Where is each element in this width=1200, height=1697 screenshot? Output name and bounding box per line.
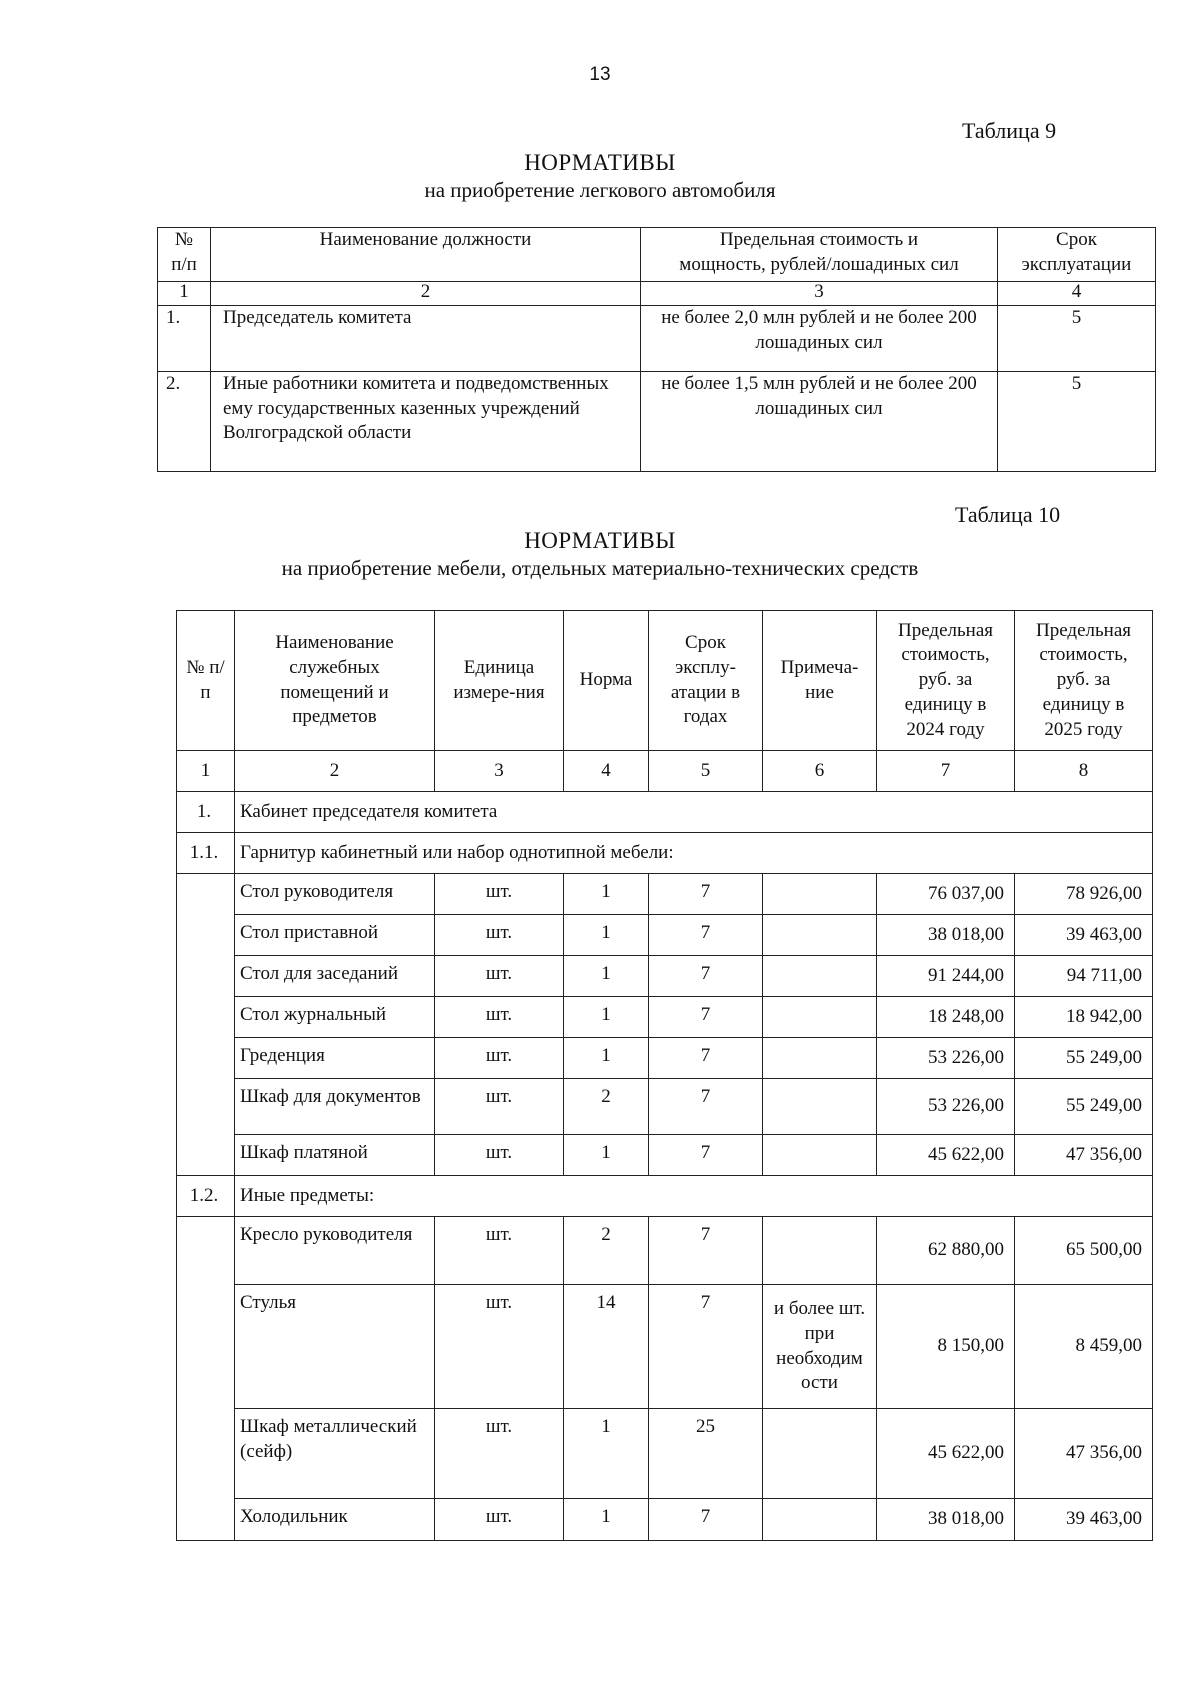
table10-cell-price2024: 53 226,00 bbox=[877, 1038, 1015, 1079]
table10-cell-unit: шт. bbox=[435, 1409, 564, 1499]
table9-cell-name: Иные работники комитета и подведомственных ему государственных казенных учреждений Волгоградской области bbox=[211, 372, 641, 472]
table10-cell-num bbox=[177, 874, 235, 1176]
table10-cell-note bbox=[763, 915, 877, 956]
table10-cell-term: 7 bbox=[649, 874, 763, 915]
table10-cell-norm: 1 bbox=[564, 1499, 649, 1541]
table10-cell-price2025: 55 249,00 bbox=[1015, 1079, 1153, 1135]
table10-cell-norm: 1 bbox=[564, 874, 649, 915]
table10-cell-name: Стол приставной bbox=[235, 915, 435, 956]
table10-cell-norm: 2 bbox=[564, 1079, 649, 1135]
table10-cell-note bbox=[763, 1217, 877, 1285]
table10-cell-term: 7 bbox=[649, 956, 763, 997]
table9 bbox=[157, 227, 1156, 472]
table10-heading bbox=[0, 528, 1200, 581]
table10-cell-name: Греденция bbox=[235, 1038, 435, 1079]
table10-cell-name: Холодильник bbox=[235, 1499, 435, 1541]
table10-colnum-row bbox=[177, 751, 1153, 792]
table10-colnum: 8 bbox=[1015, 751, 1153, 792]
table10-cell-note bbox=[763, 1135, 877, 1176]
table-row bbox=[177, 1409, 1153, 1499]
table-row bbox=[177, 1079, 1153, 1135]
table10-cell-term: 7 bbox=[649, 1285, 763, 1409]
table10-header-name: Наименование служебных помещений и предметов bbox=[235, 611, 435, 751]
table10-header-unit: Единица измере-ния bbox=[435, 611, 564, 751]
table10-cell-price2024: 45 622,00 bbox=[877, 1135, 1015, 1176]
table10-cell-name: Кресло руководителя bbox=[235, 1217, 435, 1285]
table10-cell-price2025: 39 463,00 bbox=[1015, 1499, 1153, 1541]
table-row bbox=[158, 306, 1156, 372]
table10-cell-name: Стулья bbox=[235, 1285, 435, 1409]
table10-cell-unit: шт. bbox=[435, 956, 564, 997]
table10-colnum: 4 bbox=[564, 751, 649, 792]
table10-cell-term: 7 bbox=[649, 1499, 763, 1541]
table10-cell-unit: шт. bbox=[435, 1499, 564, 1541]
table10-cell-unit: шт. bbox=[435, 874, 564, 915]
table10-cell-price2025: 65 500,00 bbox=[1015, 1217, 1153, 1285]
table10-cell-norm: 1 bbox=[564, 1135, 649, 1176]
table9-label: Таблица 9 bbox=[962, 118, 1057, 143]
table10-header-price2024: Предельная стоимость, руб. за единицу в 2024 году bbox=[877, 611, 1015, 751]
table-row bbox=[177, 915, 1153, 956]
table10-subsection-title: Гарнитур кабинетный или набор однотипной мебели: bbox=[235, 833, 1153, 874]
table9-header-term: Срок эксплуатации bbox=[998, 228, 1156, 282]
table10-cell-price2025: 47 356,00 bbox=[1015, 1135, 1153, 1176]
table10-cell-num bbox=[177, 1217, 235, 1541]
table10-cell-norm: 14 bbox=[564, 1285, 649, 1409]
table9-cell-term: 5 bbox=[998, 372, 1156, 472]
table9-colnum: 3 bbox=[641, 282, 998, 306]
table10-cell-price2025: 47 356,00 bbox=[1015, 1409, 1153, 1499]
table10-title: НОРМАТИВЫ bbox=[524, 528, 676, 553]
table10-cell-price2025: 55 249,00 bbox=[1015, 1038, 1153, 1079]
table10-cell-price2024: 76 037,00 bbox=[877, 874, 1015, 915]
table10-section-title: Кабинет председателя комитета bbox=[235, 792, 1153, 833]
table9-colnum-row bbox=[158, 282, 1156, 306]
table-row bbox=[158, 372, 1156, 472]
table10-cell-price2025: 18 942,00 bbox=[1015, 997, 1153, 1038]
table10-section-num: 1. bbox=[177, 792, 235, 833]
table10-label: Таблица 10 bbox=[955, 502, 1061, 527]
table10-cell-term: 7 bbox=[649, 1038, 763, 1079]
table-row bbox=[177, 874, 1153, 915]
table10-cell-name: Шкаф для документов bbox=[235, 1079, 435, 1135]
table10-subsection-row bbox=[177, 833, 1153, 874]
table10-cell-norm: 1 bbox=[564, 1038, 649, 1079]
table10-cell-name: Шкаф металлический (сейф) bbox=[235, 1409, 435, 1499]
table10-subsection-num: 1.1. bbox=[177, 833, 235, 874]
table10-colnum: 2 bbox=[235, 751, 435, 792]
table10-cell-price2024: 53 226,00 bbox=[877, 1079, 1015, 1135]
table-row bbox=[177, 997, 1153, 1038]
table10-cell-norm: 2 bbox=[564, 1217, 649, 1285]
table10-cell-note bbox=[763, 1079, 877, 1135]
table10-colnum: 5 bbox=[649, 751, 763, 792]
table10-cell-note bbox=[763, 997, 877, 1038]
table10-header-norm: Норма bbox=[564, 611, 649, 751]
table10-header-num: № п/п bbox=[177, 611, 235, 751]
table9-cell-cost: не более 1,5 млн рублей и не более 200 лошадиных сил bbox=[641, 372, 998, 472]
table10-cell-norm: 1 bbox=[564, 1409, 649, 1499]
table10-cell-unit: шт. bbox=[435, 1217, 564, 1285]
table-row bbox=[177, 1135, 1153, 1176]
table10-subtitle: на приобретение мебели, отдельных материально-технических средств bbox=[281, 556, 919, 580]
table10-section-row bbox=[177, 792, 1153, 833]
table10-cell-term: 7 bbox=[649, 997, 763, 1038]
table10 bbox=[176, 610, 1153, 1541]
table9-cell-num: 1. bbox=[158, 306, 211, 372]
table10-cell-price2025: 78 926,00 bbox=[1015, 874, 1153, 915]
table10-cell-price2024: 38 018,00 bbox=[877, 915, 1015, 956]
table10-items-group2 bbox=[177, 1217, 1153, 1541]
table10-header-term: Срок эксплу-атации в годах bbox=[649, 611, 763, 751]
table10-cell-name: Шкаф платяной bbox=[235, 1135, 435, 1176]
table10-cell-price2024: 18 248,00 bbox=[877, 997, 1015, 1038]
table10-cell-unit: шт. bbox=[435, 1038, 564, 1079]
table9-subtitle: на приобретение легкового автомобиля bbox=[424, 178, 776, 202]
table10-cell-term: 25 bbox=[649, 1409, 763, 1499]
table10-cell-term: 7 bbox=[649, 915, 763, 956]
table10-cell-note bbox=[763, 1038, 877, 1079]
table10-cell-price2025: 8 459,00 bbox=[1015, 1285, 1153, 1409]
table10-subsection-title: Иные предметы: bbox=[235, 1176, 1153, 1217]
table10-subsection-row bbox=[177, 1176, 1153, 1217]
table9-heading bbox=[0, 150, 1200, 203]
table10-cell-name: Стол руководителя bbox=[235, 874, 435, 915]
table-row bbox=[177, 956, 1153, 997]
table10-items-group1 bbox=[177, 874, 1153, 1176]
table10-colnum: 6 bbox=[763, 751, 877, 792]
table10-header-row bbox=[177, 611, 1153, 751]
table9-title: НОРМАТИВЫ bbox=[524, 150, 676, 175]
table10-cell-norm: 1 bbox=[564, 915, 649, 956]
table10-colnum: 7 bbox=[877, 751, 1015, 792]
table-row bbox=[177, 1285, 1153, 1409]
table9-header-row bbox=[158, 228, 1156, 282]
table10-cell-unit: шт. bbox=[435, 997, 564, 1038]
table10-cell-price2025: 39 463,00 bbox=[1015, 915, 1153, 956]
table10-cell-price2025: 94 711,00 bbox=[1015, 956, 1153, 997]
table9-colnum: 2 bbox=[211, 282, 641, 306]
table10-cell-note bbox=[763, 1409, 877, 1499]
table10-cell-note: и более шт. при необходим ости bbox=[763, 1285, 877, 1409]
table10-cell-note bbox=[763, 874, 877, 915]
table10-cell-unit: шт. bbox=[435, 915, 564, 956]
table9-cell-term: 5 bbox=[998, 306, 1156, 372]
table9-colnum: 1 bbox=[158, 282, 211, 306]
table10-subsection-num: 1.2. bbox=[177, 1176, 235, 1217]
table10-cell-norm: 1 bbox=[564, 956, 649, 997]
table9-colnum: 4 bbox=[998, 282, 1156, 306]
table9-cell-name: Председатель комитета bbox=[211, 306, 641, 372]
table10-header-note: Примеча-ние bbox=[763, 611, 877, 751]
table9-header-name: Наименование должности bbox=[211, 228, 641, 282]
table10-cell-term: 7 bbox=[649, 1079, 763, 1135]
table10-colnum: 3 bbox=[435, 751, 564, 792]
table-row bbox=[177, 1499, 1153, 1541]
table10-cell-term: 7 bbox=[649, 1217, 763, 1285]
table10-cell-price2024: 91 244,00 bbox=[877, 956, 1015, 997]
table10-colnum: 1 bbox=[177, 751, 235, 792]
table10-cell-note bbox=[763, 1499, 877, 1541]
table9-cell-cost: не более 2,0 млн рублей и не более 200 лошадиных сил bbox=[641, 306, 998, 372]
table10-cell-price2024: 38 018,00 bbox=[877, 1499, 1015, 1541]
table9-header-cost: Предельная стоимость и мощность, рублей/лошадиных сил bbox=[641, 228, 998, 282]
table10-cell-term: 7 bbox=[649, 1135, 763, 1176]
table10-cell-unit: шт. bbox=[435, 1079, 564, 1135]
table10-cell-norm: 1 bbox=[564, 997, 649, 1038]
page-number: 13 bbox=[589, 64, 611, 85]
table9-header-num: № п/п bbox=[158, 228, 211, 282]
table10-cell-price2024: 62 880,00 bbox=[877, 1217, 1015, 1285]
table9-cell-num: 2. bbox=[158, 372, 211, 472]
table10-cell-unit: шт. bbox=[435, 1135, 564, 1176]
table10-cell-note bbox=[763, 956, 877, 997]
table10-cell-name: Стол журнальный bbox=[235, 997, 435, 1038]
table10-header-price2025: Предельная стоимость, руб. за единицу в 2025 году bbox=[1015, 611, 1153, 751]
table10-cell-unit: шт. bbox=[435, 1285, 564, 1409]
table-row bbox=[177, 1217, 1153, 1285]
table10-cell-price2024: 45 622,00 bbox=[877, 1409, 1015, 1499]
table10-cell-price2024: 8 150,00 bbox=[877, 1285, 1015, 1409]
table10-cell-name: Стол для заседаний bbox=[235, 956, 435, 997]
table-row bbox=[177, 1038, 1153, 1079]
